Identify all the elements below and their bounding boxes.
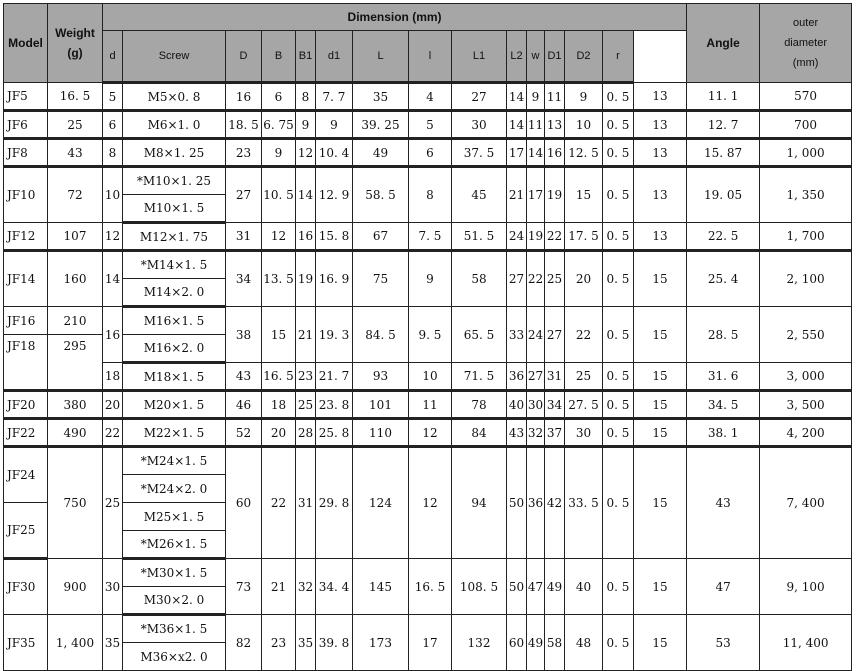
cell-L2: 24 [507,223,527,251]
cell-outer: 43 [687,447,760,559]
cell-d1: 7. 7 [316,83,353,111]
header-D: D [226,31,262,83]
cell-B: 22 [262,447,296,559]
cell-B: 21 [262,559,296,615]
cell-weight: 72 [48,167,103,223]
cell-L: 145 [353,559,409,615]
cell-model: JF5 [4,83,48,111]
header-model: Model [4,4,48,83]
table-row [4,615,852,643]
cell-angle: 13 [634,223,687,251]
cell-l: 6 [409,139,452,167]
cell-load: 4, 200 [760,419,852,447]
cell-weight: 1, 400 [48,615,103,671]
cell-l: 4 [409,83,452,111]
header-D2: D2 [565,31,603,83]
table-row [4,307,852,335]
cell-load: 7, 400 [760,447,852,559]
cell-weight: 210 [48,307,103,335]
cell-D2: 20 [565,251,603,307]
cell-model: JF18 [4,335,48,391]
cell-L1: 27 [452,83,507,111]
cell-model: JF8 [4,139,48,167]
cell-r: 0. 5 [603,307,634,363]
cell-D1: 49 [545,559,565,615]
cell-D2: 10 [565,111,603,139]
cell-L2: 50 [507,447,527,559]
cell-d1: 39. 8 [316,615,353,671]
cell-D: 31 [226,223,262,251]
cell-L1: 30 [452,111,507,139]
cell-w: 49 [527,615,545,671]
cell-r: 0. 5 [603,111,634,139]
cell-L: 101 [353,391,409,419]
cell-screw: M25×1. 5 [123,503,226,531]
cell-B: 6 [262,83,296,111]
cell-weight: 490 [48,419,103,447]
cell-screw: M12×1. 75 [123,223,226,251]
cell-load: 3, 000 [760,363,852,391]
cell-screw: M36×x2. 0 [123,643,226,671]
cell-model: JF12 [4,223,48,251]
header-w: w [527,31,545,83]
cell-L2: 27 [507,251,527,307]
cell-outer: 22. 5 [687,223,760,251]
cell-D: 23 [226,139,262,167]
cell-screw: *M30×1. 5 [123,559,226,587]
table-row [4,251,852,279]
cell-d: 14 [103,251,123,307]
cell-l: 9. 5 [409,307,452,363]
header-angle: Angle [687,4,760,83]
cell-B1: 32 [296,559,316,615]
cell-D1: 16 [545,139,565,167]
cell-l: 9 [409,251,452,307]
header-D1: D1 [545,31,565,83]
cell-L: 49 [353,139,409,167]
cell-L2: 21 [507,167,527,223]
cell-screw: M18×1. 5 [123,363,226,391]
cell-l: 12 [409,419,452,447]
cell-r: 0. 5 [603,363,634,391]
cell-angle: 15 [634,559,687,615]
cell-B1: 9 [296,111,316,139]
cell-d1: 16. 9 [316,251,353,307]
cell-screw: *M24×1. 5 [123,447,226,475]
table-row [4,223,852,251]
table-row [4,83,852,111]
table-row [4,419,852,447]
cell-D1: 19 [545,167,565,223]
cell-w: 47 [527,559,545,615]
cell-d: 35 [103,615,123,671]
cell-r: 0. 5 [603,615,634,671]
cell-D2: 17. 5 [565,223,603,251]
cell-r: 0. 5 [603,83,634,111]
cell-w: 9 [527,83,545,111]
cell-weight: 43 [48,139,103,167]
cell-angle: 15 [634,615,687,671]
cell-D1: 11 [545,83,565,111]
cell-load: 1, 000 [760,139,852,167]
cell-outer: 38. 1 [687,419,760,447]
cell-d: 6 [103,111,123,139]
cell-L: 67 [353,223,409,251]
spec-table [3,3,852,671]
cell-load: 2, 100 [760,251,852,307]
cell-d1: 15. 8 [316,223,353,251]
cell-B: 9 [262,139,296,167]
cell-angle: 13 [634,111,687,139]
cell-model: JF6 [4,111,48,139]
cell-D2: 25 [565,363,603,391]
header-L2: L2 [507,31,527,83]
cell-D: 82 [226,615,262,671]
cell-L: 110 [353,419,409,447]
cell-L1: 94 [452,447,507,559]
cell-B1: 31 [296,447,316,559]
cell-w: 19 [527,223,545,251]
cell-D: 60 [226,447,262,559]
cell-outer: 25. 4 [687,251,760,307]
cell-d: 18 [103,363,123,391]
cell-screw: M6×1. 0 [123,111,226,139]
cell-B1: 16 [296,223,316,251]
cell-L1: 51. 5 [452,223,507,251]
cell-d: 25 [103,447,123,559]
cell-d: 12 [103,223,123,251]
cell-model: JF10 [4,167,48,223]
cell-B1: 25 [296,391,316,419]
cell-outer: 53 [687,615,760,671]
cell-d1: 12. 9 [316,167,353,223]
cell-L1: 108. 5 [452,559,507,615]
table-row [4,363,852,391]
cell-L2: 17 [507,139,527,167]
cell-B1: 23 [296,363,316,391]
header-outer-l1: outer [793,17,819,29]
cell-D1: 22 [545,223,565,251]
cell-outer: 34. 5 [687,391,760,419]
header-L1: L1 [452,31,507,83]
cell-screw: M30×2. 0 [123,587,226,615]
cell-r: 0. 5 [603,167,634,223]
cell-load: 3, 500 [760,391,852,419]
cell-D2: 33. 5 [565,447,603,559]
header-dimension: Dimension (mm) [103,4,687,31]
cell-d1: 19. 3 [316,307,353,363]
cell-d: 22 [103,419,123,447]
cell-w: 30 [527,391,545,419]
cell-d1: 34. 4 [316,559,353,615]
cell-L2: 14 [507,111,527,139]
cell-load: 2, 550 [760,307,852,363]
cell-l: 16. 5 [409,559,452,615]
cell-outer: 19. 05 [687,167,760,223]
header-l: l [409,31,452,83]
cell-D2: 30 [565,419,603,447]
cell-outer: 47 [687,559,760,615]
cell-l: 12 [409,447,452,559]
cell-d: 30 [103,559,123,615]
cell-screw: M5×0. 8 [123,83,226,111]
cell-r: 0. 5 [603,559,634,615]
cell-screw: M16×2. 0 [123,335,226,363]
table-row [4,167,852,195]
cell-D: 27 [226,167,262,223]
cell-screw: *M14×1. 5 [123,251,226,279]
cell-d1: 21. 7 [316,363,353,391]
cell-load: 700 [760,111,852,139]
cell-B: 23 [262,615,296,671]
cell-d: 10 [103,167,123,223]
cell-L: 75 [353,251,409,307]
cell-d1: 9 [316,111,353,139]
header-r: r [603,31,634,83]
cell-weight: 16. 5 [48,83,103,111]
cell-l: 11 [409,391,452,419]
cell-D1: 42 [545,447,565,559]
table-row [4,391,852,419]
cell-load: 1, 350 [760,167,852,223]
cell-angle: 15 [634,391,687,419]
cell-w: 36 [527,447,545,559]
cell-weight: 160 [48,251,103,307]
cell-weight: 107 [48,223,103,251]
cell-w: 14 [527,139,545,167]
cell-load: 9, 100 [760,559,852,615]
cell-D: 43 [226,363,262,391]
cell-screw: M8×1. 25 [123,139,226,167]
header-outer-l2: diameter [784,37,827,49]
cell-w: 17 [527,167,545,223]
header-weight [48,4,103,83]
cell-screw: M22×1. 5 [123,419,226,447]
cell-B: 20 [262,419,296,447]
cell-D1: 34 [545,391,565,419]
cell-l: 10 [409,363,452,391]
cell-L2: 50 [507,559,527,615]
cell-L: 35 [353,83,409,111]
cell-B: 16. 5 [262,363,296,391]
cell-D2: 48 [565,615,603,671]
cell-L2: 40 [507,391,527,419]
cell-L: 58. 5 [353,167,409,223]
cell-D2: 22 [565,307,603,363]
cell-angle: 15 [634,251,687,307]
cell-model: JF22 [4,419,48,447]
cell-L2: 33 [507,307,527,363]
cell-L1: 71. 5 [452,363,507,391]
cell-weight: 900 [48,559,103,615]
cell-D: 16 [226,83,262,111]
cell-screw: *M24×2. 0 [123,475,226,503]
cell-D2: 40 [565,559,603,615]
header-weight-unit: (g) [67,46,83,60]
cell-angle: 13 [634,167,687,223]
cell-B: 10. 5 [262,167,296,223]
cell-B1: 14 [296,167,316,223]
cell-d1: 29. 8 [316,447,353,559]
cell-L1: 78 [452,391,507,419]
cell-L: 173 [353,615,409,671]
table-row [4,447,852,475]
cell-r: 0. 5 [603,447,634,559]
header-outer-diameter [760,4,852,83]
cell-L2: 60 [507,615,527,671]
cell-D2: 9 [565,83,603,111]
cell-D1: 58 [545,615,565,671]
cell-r: 0. 5 [603,223,634,251]
header-d: d [103,31,123,83]
cell-angle: 15 [634,447,687,559]
cell-B: 18 [262,391,296,419]
cell-D2: 12. 5 [565,139,603,167]
cell-load: 11, 400 [760,615,852,671]
cell-angle: 15 [634,419,687,447]
cell-outer: 28. 5 [687,307,760,363]
cell-weight: 25 [48,111,103,139]
cell-angle: 15 [634,307,687,363]
cell-L: 39. 25 [353,111,409,139]
cell-B1: 21 [296,307,316,363]
cell-weight: 750 [48,447,103,559]
cell-l: 7. 5 [409,223,452,251]
cell-weight: 295 [48,335,103,391]
table-row [4,139,852,167]
cell-w: 32 [527,419,545,447]
cell-L1: 45 [452,167,507,223]
cell-B1: 8 [296,83,316,111]
cell-B: 15 [262,307,296,363]
cell-L1: 58 [452,251,507,307]
cell-D1: 31 [545,363,565,391]
cell-d1: 10. 4 [316,139,353,167]
cell-D1: 13 [545,111,565,139]
cell-D: 73 [226,559,262,615]
cell-model: JF24 [4,447,48,503]
cell-outer: 11. 1 [687,83,760,111]
cell-screw: *M26×1. 5 [123,531,226,559]
cell-D1: 37 [545,419,565,447]
header-B: B [262,31,296,83]
cell-l: 17 [409,615,452,671]
cell-angle: 13 [634,139,687,167]
cell-screw: *M36×1. 5 [123,615,226,643]
cell-model: JF16 [4,307,48,335]
cell-r: 0. 5 [603,391,634,419]
header-weight-label: Weight [55,26,95,40]
cell-l: 8 [409,167,452,223]
cell-L2: 36 [507,363,527,391]
cell-load: 570 [760,83,852,111]
cell-r: 0. 5 [603,251,634,307]
cell-d: 5 [103,83,123,111]
cell-r: 0. 5 [603,139,634,167]
cell-L: 124 [353,447,409,559]
cell-w: 11 [527,111,545,139]
cell-model: JF25 [4,503,48,559]
header-B1: B1 [296,31,316,83]
cell-model: JF35 [4,615,48,671]
cell-w: 22 [527,251,545,307]
cell-angle: 13 [634,83,687,111]
header-d1: d1 [316,31,353,83]
cell-L2: 43 [507,419,527,447]
cell-outer: 12. 7 [687,111,760,139]
cell-screw: M14×2. 0 [123,279,226,307]
cell-L: 84. 5 [353,307,409,363]
cell-L1: 65. 5 [452,307,507,363]
cell-screw: M16×1. 5 [123,307,226,335]
cell-D2: 27. 5 [565,391,603,419]
cell-outer: 31. 6 [687,363,760,391]
cell-load: 1, 700 [760,223,852,251]
cell-D2: 15 [565,167,603,223]
cell-l: 5 [409,111,452,139]
cell-B: 12 [262,223,296,251]
cell-L1: 84 [452,419,507,447]
cell-B: 6. 75 [262,111,296,139]
cell-L1: 132 [452,615,507,671]
cell-B1: 12 [296,139,316,167]
cell-D: 18. 5 [226,111,262,139]
cell-screw: *M10×1. 25 [123,167,226,195]
cell-w: 27 [527,363,545,391]
header-L: L [353,31,409,83]
table-row [4,559,852,587]
cell-B1: 19 [296,251,316,307]
cell-d1: 23. 8 [316,391,353,419]
cell-screw: M10×1. 5 [123,195,226,223]
cell-L1: 37. 5 [452,139,507,167]
header-outer-unit: (mm) [792,57,819,69]
cell-D1: 27 [545,307,565,363]
cell-screw: M20×1. 5 [123,391,226,419]
header-screw: Screw [123,31,226,83]
cell-d: 8 [103,139,123,167]
cell-B1: 28 [296,419,316,447]
cell-r: 0. 5 [603,419,634,447]
cell-D: 38 [226,307,262,363]
cell-d: 20 [103,391,123,419]
cell-outer: 15. 87 [687,139,760,167]
cell-model: JF30 [4,559,48,615]
cell-D: 52 [226,419,262,447]
cell-D1: 25 [545,251,565,307]
cell-L: 93 [353,363,409,391]
cell-angle: 15 [634,363,687,391]
cell-B: 13. 5 [262,251,296,307]
cell-B1: 35 [296,615,316,671]
cell-d1: 25. 8 [316,419,353,447]
cell-w: 24 [527,307,545,363]
cell-model: JF20 [4,391,48,419]
table-row [4,111,852,139]
cell-L2: 14 [507,83,527,111]
cell-weight: 380 [48,391,103,419]
cell-model: JF14 [4,251,48,307]
cell-D: 34 [226,251,262,307]
cell-D: 46 [226,391,262,419]
cell-d: 16 [103,307,123,363]
